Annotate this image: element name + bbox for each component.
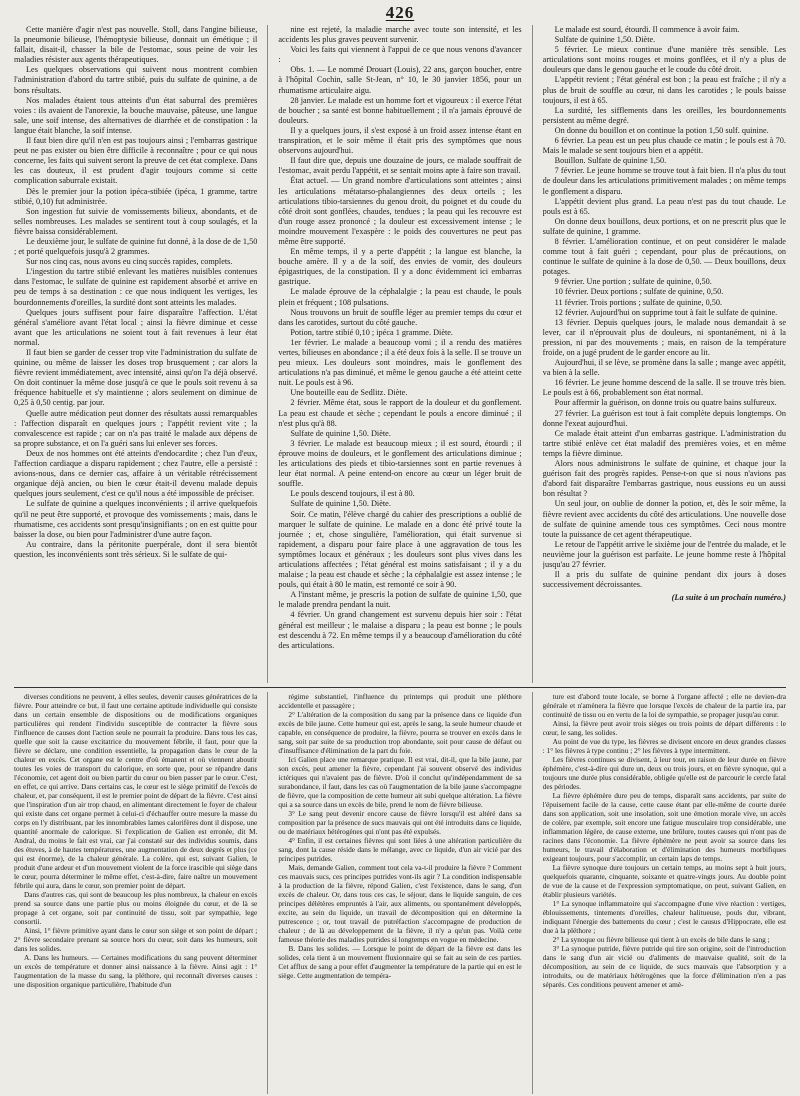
paragraph: Nos malades étaient tous atteints d'un état saburral des premières voies : ils avaient de l'anorexie, la bouche mauvaise, pâteuse, une langue sale, une soif intense, des alternatives de diarrhée et de constipation : la langue était blanche, la soif intense. — [14, 95, 258, 135]
paragraph: Le pouls descend toujours, il est à 80. — [290, 489, 415, 499]
paragraph: Au contraire, dans la péritonite puerpérale, dont il sera bientôt question, les inconvénients sont très sérieux. Si le sulfate de qui- — [14, 539, 258, 559]
paragraph: Pour affermir la guérison, on donne trois ou quatre bains sulfureux. — [554, 398, 777, 408]
paragraph: Ainsi, la fièvre peut avoir trois sièges ou trois points de départ différents : le cœur, le sang, les solides. — [542, 719, 786, 737]
paragraph: Le retour de l'appétit arrive le sixième jour de l'entrée du malade, et le neuvième jour la guérison est parfaite. Le jeune homme reste à l'hôpital jusqu'au 27 février. — [542, 539, 786, 569]
paragraph: La surdité, les sifflements dans les oreilles, les bourdonnements persistent au même degré. — [542, 105, 786, 125]
column-divider — [532, 25, 533, 683]
paragraph: 10 février. Deux portions ; sulfate de quinine, 0,50. — [554, 287, 724, 297]
paragraph: En même temps, il y a perte d'appétit ; la langue est blanche, la bouche amère. Il y a de la soif, des envies de vomir, des douleurs épigastriques, de la constipation. Il y a donc évidemment ici embarras gastrique. — [278, 247, 522, 287]
paragraph: Le sulfate de quinine a quelques inconvénients ; il arrive quelquefois qu'il ne peut être supporté, et provoque des vomissements ; mais, dans le rhumatisme, ces accidents sont presqu'insignifiants ; on en est quitte pour baisser la dose, ou bien pour l'administrer d'une autre façon. — [14, 499, 258, 539]
paragraph: 16 février. Le jeune homme descend de la salle. Il se trouve très bien. Le pouls est à 66, probablement son état normal. — [542, 378, 786, 398]
paragraph: Quelle autre médication peut donner des résultats aussi remarquables : l'affection disparaît en quelques jours ; l'appétit revient vite ; la convalescence est rapide ; car on n'a pas traité le malade aux dépens de sa propre substance, et on l'a guéri sans lui enlever ses forces. — [14, 408, 258, 448]
paragraph: On donne deux bouillons, deux portions, et on ne prescrit plus que le sulfate de quinine, 1 gramme. — [542, 216, 786, 236]
lower-column-1 — [14, 692, 257, 1094]
paragraph: 11 février. Trois portions ; sulfate de quinine, 0,50. — [554, 297, 723, 307]
paragraph: 6 février. La peau est un peu plus chaude ce matin ; le pouls est à 70. Mais le malade se sent toujours bien et a appétit. — [542, 136, 786, 156]
paragraph: Il y a quelques jours, il s'est exposé à un froid assez intense étant en transpiration, et le soir même il était pris des symptômes que nous observons aujourd'hui. — [278, 125, 522, 156]
paragraph: 4 février. Un grand changement est survenu depuis hier soir : l'état général est meilleur ; le malaise a disparu ; la peau est bonne ; le pouls est descendu à 72. En même temps il y a beaucoup d'amélioration du côté des articulations. — [278, 610, 522, 650]
page-number: 426 — [385, 3, 415, 22]
upper-column-1 — [14, 25, 257, 683]
paragraph: Dès le premier jour la potion ipéca-stibiée (ipéca, 1 gramme, tartre stibié, 0,10) fut administrée. — [14, 186, 258, 206]
paragraph: 5 février. Le mieux continue d'une manière très sensible. Les articulations sont moins rouges et moins gonflées, et il n'y a plus de douleurs que dans le genou gauche et le coude du côté droit. — [542, 45, 786, 75]
column-divider — [267, 25, 268, 683]
paragraph: Soir. Ce matin, l'élève chargé du cahier des prescriptions a oublié de marquer le sulfate de quinine. Le malade en a donc été privé toute la journée ; et, chose singulière, l'amélioration, qui était survenue si rapidement, a disparu pour faire place à une aggravation de tous les symptômes locaux et généraux ; les douleurs sont plus vives dans les articulations affectées ; l'état général est moins satisfaisant ; il y a du malaise ; la peau est chaude et sèche ; la céphalalgie est assez intense ; le pouls, qui était à 80 le matin, est remonté ce soir à 90. — [278, 509, 522, 590]
paragraph: Quelques jours suffisent pour faire disparaître l'affection. L'état général s'améliore avant l'état local ; ainsi la fièvre diminue et cesse avant que les articulations ne soient tout à fait revenues à leur état normal. — [14, 307, 258, 347]
paragraph: Cette manière d'agir n'est pas nouvelle. Stoll, dans l'angine bilieuse, la pneumonie bilieuse, l'hémoptysie bilieuse, donnait un émétique ; il fallait, disait-il, chasser la bile de l'estomac, sous peine de voir les maladies résister aux agents thérapeutiques. — [14, 25, 258, 65]
paragraph: Sur nos cinq cas, nous avons eu cinq succès rapides, complets. — [26, 257, 233, 267]
paragraph: On donne du bouillon et on continue la potion 1,50 sulf. quinine. — [554, 125, 769, 135]
paragraph: L'appétit revient ; l'état général est bon ; la peau est fraîche ; il n'y a plus de bruit de souffle au cœur, ni dans les carotides ; le pouls baisse toujours, il est à 65. — [542, 75, 786, 105]
paragraph: Voici les faits qui viennent à l'appui de ce que nous venons d'avancer : — [278, 45, 522, 65]
paragraph: Nous trouvons un bruit de souffle léger au premier temps du cœur et dans les carotides, surtout du côté gauche. — [278, 307, 522, 327]
lower-section — [14, 692, 786, 1094]
paragraph: État actuel. — Un grand nombre d'articulations sont atteintes ; ainsi les articulations métatarso-phalangiennes des deux orteils ; les articulations tibio-tarsiennes du genou droit, du poignet et du coude du côté droit sont gonflées, chaudes, tendues ; la peau qui les recouvre est d'un rouge assez prononcé ; la douleur est excessivement intense ; le moindre mouvement l'exaspère : le poids des couvertures ne peut pas même être supporté. — [278, 176, 522, 246]
paragraph: 12 février. Aujourd'hui on supprime tout à fait le sulfate de quinine. — [554, 307, 778, 317]
paragraph: 2 février. Même état, sous le rapport de la douleur et du gonflement. La peau est chaude et sèche ; cependant le pouls a encore diminué ; il n'est plus qu'à 88. — [278, 398, 522, 428]
paragraph: Mais, demande Galien, comment tout cela va-t-il produire la fièvre ? Comment ces mauvais sucs, ces principes putrides vont-ils agir ? La condition indispensable à la production de la fièvre, répond Galien, c'est l'existence, dans le sang, d'un excès de chaleur. Or, dans tous ces cas, le séjour, dans le liquide sanguin, de ces principes délétères empruntés à l'air, aux aliments, ou spontanément développés, excite, au sein du liquide, un travail de décomposition qui en détermine la putrescence ; or, tout travail de putréfaction s'accompagne de production de chaleur ; de là au développement de la fièvre, il n'y a qu'un pas. Voilà cette fameuse théorie des maladies putrides si longtemps en vogue en médecine. — [278, 863, 522, 944]
paragraph: Dans d'autres cas, qui sont de beaucoup les plus nombreux, la chaleur en excès prend sa source dans une partie plus ou moins éloignée du cœur, et de là se propage à cet organe, soit par continuité de tissu, soit par sympathie, lege consortii. — [14, 890, 258, 926]
paragraph: B. Dans les solides. — Lorsque le point de départ de la fièvre est dans les solides, cela tient à un mouvement fluxionnaire qui se fait au sein de ces parties. Cet afflux de sang a pour effet d'augmenter la température de la partie qui en est le siège. Cette augmentation de tempéra- — [278, 944, 522, 980]
paragraph: 2° L'altération de la composition du sang par la présence dans ce liquide d'un excès de bile jaune. Cette humeur qui est, après le sang, la seule humeur chaude et capable, en conséquence de produire, la fièvre, pourra se trouver en excès dans le sang, soit par suite de sa production trop abondante, soit pour cause de défaut ou d'insuffisance d'élimination de la part du foie. — [278, 710, 522, 755]
paragraph: L'appétit devient plus grand. La peau n'est pas du tout chaude. Le pouls est à 65. — [542, 196, 786, 216]
paragraph: 13 février. Depuis quelques jours, le malade nous demandait à se lever, car il n'éprouvait plus de douleurs, ni spontanément, ni à la pression, ni par des mouvements ; mais, en raison de la température froide, on a jugé prudent de le garder encore au lit. — [542, 317, 786, 357]
paragraph: 3° La synoque putride, fièvre putride qui tire son origine, soit de l'introduction dans le sang d'un air vicié ou d'aliments de mauvaise qualité, soit de la décomposition, au sein de ce liquide, de sucs mauvais que l'absorption y a introduits, ou de matériaux hétérogènes que la force d'élimination n'en a pas séparés. Ces conditions peuvent amener et amè- — [542, 944, 786, 989]
column-divider — [532, 692, 533, 1094]
paragraph: Sulfate de quinine 1,50. Diète. — [290, 499, 391, 509]
paragraph: 2° La synoque ou fièvre bilieuse qui tient à un excès de bile dans le sang ; — [552, 935, 770, 944]
paragraph: Sulfate de quinine 1,50. Diète. — [290, 428, 391, 438]
continued-note: (La suite à un prochain numéro.) — [671, 593, 786, 603]
paragraph: Sulfate de quinine 1,50. Diète. — [554, 35, 656, 45]
paragraph: Les quelques observations qui suivent nous montrent combien l'administration d'abord du tartre stibié, puis du sulfate de quinine, a de bons résultats. — [14, 65, 258, 95]
paragraph: A l'instant même, je prescris la potion de sulfate de quinine 1,50, que le malade prendra pendant la nuit. — [278, 590, 522, 610]
upper-section — [14, 25, 786, 683]
paragraph: nine est rejeté, la maladie marche avec toute son intensité, et les accidents les plus graves peuvent survenir. — [278, 25, 522, 45]
paragraph: 3° Le sang peut devenir encore cause de fièvre lorsqu'il est altéré dans sa composition par la présence de sucs mauvais qui ont été introduits dans ce liquide, ou de matériaux hétérogènes qui n'ont pas été expulsés. — [278, 809, 522, 836]
paragraph: La fièvre éphémère dure peu de temps, disparaît sans accidents, par suite de l'épuisement facile de la cause, cette cause étant par elle-même de courte durée dans son application, soit une insolation, soit une émotion morale vive, un accès de colère, par exemple, soit encore une fatigue musculaire trop considérable, une inflammation légère, de cause externe, une brûlure, toutes causes qui n'ont pas de racines dans l'économie. La fièvre éphémère ne peut avoir sa source dans les humeurs, le travail d'élaboration et d'élimination des humeurs morbifiques exigeant toujours, pour s'accomplir, un certain laps de temps. — [542, 791, 786, 863]
paragraph: Ici Galien place une remarque pratique. Il est vrai, dit-il, que la bile jaune, par son excès, peut amener la fièvre, cependant j'ai souvent observé des individus ictériques qui n'avaient pas de fièvre. D'où il conclut qu'indépendamment de sa surabondance, il faut, dans les cas où l'augmentation de la bile jaune s'accompagne de fièvre, que la composition de cette humeur ait subi quelque altération. La fièvre qui a sa source dans un excès de bile, prend le nom de fièvre bilieuse. — [278, 755, 522, 809]
lower-column-2 — [278, 692, 521, 1094]
paragraph: Il faut bien dire qu'il n'en est pas toujours ainsi ; l'embarras gastrique peut ne pas exister ou bien être difficile à reconnaître ; pour ce qui nous concerne, les faits qui suivent seront la preuve de cet état complexe. Dans les cas douteux, il est prudent d'agir toujours comme si cette complication saburrale existait. — [14, 136, 258, 186]
paragraph: L'ingestion du tartre stibié enlevant les matières nuisibles contenues dans l'estomac, le sulfate de quinine est rapidement absorbé et arrive en peu de temps à sa destination : ce que nous indiquent les vertiges, les bourdonnements d'oreilles, la surdité dont sont atteints les malades. — [14, 267, 258, 307]
paragraph: Ce malade était atteint d'un embarras gastrique. L'administration du tartre stibié enlève cet état maladif des premières voies, et en même temps la fièvre diminue. — [542, 428, 786, 458]
paragraph: Aujourd'hui, il se lève, se promène dans la salle ; mange avec appétit, va bien à la selle. — [542, 358, 786, 378]
paragraph: ture est d'abord toute locale, se borne à l'organe affecté ; elle ne devien-dra générale et n'amènera la fièvre que lorsque l'excès de chaleur de la partie ira, par continuité de tissu ou en vertu de la loi de sympathie, se propager jusqu'au cœur. — [542, 692, 786, 719]
paragraph: Le malade est sourd, étourdi. Il commence à avoir faim. — [554, 25, 740, 34]
section-divider-rule — [14, 687, 786, 688]
paragraph: 8 février. L'amélioration continue, et on peut considérer le malade comme tout à fait guéri ; cependant, pour plus de précautions, on continue le sulfate de quinine à la dose de 0,50. — Deux bouillons, deux potages. — [542, 236, 786, 277]
paragraph: 3 février. Le malade est beaucoup mieux ; il est sourd, étourdi ; il éprouve moins de douleurs, et le gonflement des articulations diminue ; les articulations des pieds et tibio-tarsiennes sont en partie revenues à leur état normal. A peine entend-on encore au cœur un léger bruit de souffle. — [278, 438, 522, 489]
paragraph: La fièvre synoque dure toujours un certain temps, au moins sept à huit jours, quelquefois quarante, cinquante, soixante et quatre-vingts jours. Au double point de vue de la cause et de l'expression symptomatique, on peut, suivant Galien, en établir plusieurs variétés. — [542, 863, 786, 899]
paragraph: 1° La synoque inflammatoire qui s'accompagne d'une vive réaction : vertiges, éblouissements, tintements d'oreilles, chaleur halitueuse, pouls dur, vibrant, indiquant l'énergie des battements du cœur ; c'est le causus d'Hippocrate, elle est due à la pléthore ; — [542, 899, 786, 935]
paragraph: Il a pris du sulfate de quinine pendant dix jours à doses successivement décroissantes. — [542, 570, 786, 590]
upper-column-2 — [278, 25, 521, 683]
paragraph: régime substantiel, l'influence du printemps qui produit une pléthore accidentelle et passagère ; — [278, 692, 522, 710]
paragraph: Potion, tartre stibié 0,10 ; ipéca 1 gramme. Diète. — [290, 327, 453, 337]
paragraph: Le malade éprouve de la céphalalgie ; la peau est chaude, le pouls plein et fréquent ; 108 pulsations. — [278, 287, 522, 307]
paragraph: Obs. 1. — Le nommé Drouart (Louis), 22 ans, garçon boucher, entre à l'hôpital Cochin, salle St-Jean, n° 10, le 30 janvier 1856, pour un rhumatisme articulaire aigu. — [278, 65, 522, 95]
paragraph: Une bouteille eau de Sedlitz. Diète. — [290, 388, 408, 398]
paragraph: 28 janvier. Le malade est un homme fort et vigoureux : il exerce l'état de boucher ; sa santé est bonne habituellement ; il n'a jamais éprouvé de douleurs. — [278, 95, 522, 125]
paragraph: A. Dans les humeurs. — Certaines modifications du sang peuvent déterminer un excès de température et donner ainsi naissance à la fièvre. Ainsi agit : 1° l'augmentation de la masse du sang, la pléthore, qui reconnaît diverses causes : une disposition organique particulière, l'habitude d'un — [14, 953, 258, 989]
paragraph: 1er février. Le malade a beaucoup vomi ; il a rendu des matières vertes, bilieuses en abondance ; il a été deux fois à la selle. Il se trouve un peu mieux. Les douleurs sont moindres, mais le gonflement des articulations n'a pas diminué, et même le genou gauche a été atteint cette nuit. Le pouls est à 96. — [278, 337, 522, 388]
paragraph: 9 février. Une portion ; sulfate de quinine, 0,50. — [554, 277, 712, 287]
paragraph: Son ingestion fut suivie de vomissements bilieux, abondants, et de selles nombreuses. Les malades se sentirent tout à coup soulagés, et la fièvre baissa considérablement. — [14, 206, 258, 236]
paragraph: Il faut dire que, depuis une douzaine de jours, ce malade souffrait de l'estomac, avait perdu l'appétit, et se sentait moins apte à faire son travail. — [278, 156, 522, 176]
paragraph: Ainsi, 1° fièvre primitive ayant dans le cœur son siège et son point de départ ; 2° fièvre secondaire prenant sa source hors du cœur, soit dans les humeurs, soit dans les solides. — [14, 926, 258, 953]
upper-column-3 — [543, 25, 786, 683]
paragraph: Alors nous administrons le sulfate de quinine, et chaque jour la guérison fait des progrès rapides. Pense-t-on que si nous n'avions pas d'abord fait disparaître l'embarras gastrique, nous eussions eu un aussi bon résultat ? — [542, 459, 786, 499]
paragraph: 4° Enfin, il est certaines fièvres qui sont liées à une altération particulière du sang, dont la cause réside dans le mélange, avec ce liquide, d'un air vicié par des principes putrides. — [278, 836, 522, 863]
paragraph: Au point de vue du type, les fièvres se divisent encore en deux grandes classes : 1° les fièvres à type continu ; 2° les fièvres à type intermittent. — [542, 737, 786, 755]
paragraph: diverses conditions ne peuvent, à elles seules, devenir causes génératrices de la fièvre. Pour atteindre ce but, il faut une certaine aptitude individuelle qui consiste dans un certain ensemble de dispositions ou de modifications organiques particulières qui rendent l'individu susceptible de contracter la fièvre sous l'influence de causes dont l'action seule ne pourrait la produire. Dans tous les cas, quelle que soit la cause excitatrice du mouvement fébrile, il faut, pour que la fièvre se déclare, une condition essentielle, la propagation dans le cœur de la chaleur en excès. Cet organe est le centre d'où émanent et où viennent aboutir toutes les voies de transport du calorique, en sorte que, pour se répandre dans l'économie, cet agent doit ou bien partir du cœur ou bien passer par le cœur. C'est, en effet, ce qui arrive. Dans certains cas, le cœur est le siège primitif de l'excès de chaleur, et, par conséquent, il est le premier point de départ de la fièvre. C'est ainsi que l'inspiration d'un air trop chaud, en alimentant directement le foyer de chaleur qui existe dans cet organe permet à celui-ci d'échauffer outre mesure la masse du corps en l'y distribuant, par les innombrables lames calorifères dont il dispose, une quantité anormale de calorique. Si l'explication de Galien est erronée, dit M. Andral, du moins le fait est vrai, car j'ai constaté sur des individus soumis, dans des étuves, à de hautes températures, une augmentation de deux degrés et plus (ce qui est énorme), de la chaleur générale. La colère, qui est, suivant Galien, le produit d'une ardeur et d'un mouvement violent de la force irascible qui siège dans le cœur, pourra déterminer le même effet, c'est-à-dire, faire naître un mouvement fébrile qui aura, dans le cœur, son premier point de départ. — [14, 692, 258, 890]
lower-column-3 — [543, 692, 786, 1094]
paragraph: 7 février. Le jeune homme se trouve tout à fait bien. Il n'a plus du tout de douleur dans les articulations primitivement malades ; on même temps le gonflement a disparu. — [542, 166, 786, 196]
column-divider — [267, 692, 268, 1094]
paragraph: Le deuxième jour, le sulfate de quinine fut donné, à la dose de de 1,50 ; et porté quelquefois jusqu'à 2 grammes. — [14, 236, 258, 257]
paragraph: Deux de nos hommes ont été atteints d'endocardite ; chez l'un d'eux, l'affection cardiaque a disparu rapidement ; chez l'autre, elle a persisté : avions-nous, dans ce dernier cas, affaire à un véritable rétrécissement organique déjà ancien, ou bien le cœur était-il devenu malade depuis quelques jours seulement, c'est ce qu'il nous a été impossible de préciser. — [14, 448, 258, 499]
paragraph: Bouillon. Sulfate de quinine 1,50. — [554, 156, 667, 166]
paragraph: Un seul jour, on oublie de donner la potion, et, dès le soir même, la fièvre revient avec accidents du côté des articulations. Une nouvelle dose de sulfate de quinine amende tous ces symptômes. Ceci nous montre toute la puissance de cet agent thérapeutique. — [542, 499, 786, 539]
paragraph: Les fièvres continues se divisent, à leur tour, en raison de leur durée en fièvre éphémère, c'est-à-dire qui dure un, deux ou trois jours, et en fièvre synoque, qui a toujours une durée plus considérable, obligée qu'elle est de parcourir le cercle fatal des périodes. — [542, 755, 786, 791]
paragraph: 27 février. La guérison est tout à fait complète depuis longtemps. On donne l'exeat aujourd'hui. — [542, 408, 786, 428]
paragraph: Il faut bien se garder de cesser trop vite l'administration du sulfate de quinine, ou même de laisser les doses trop brusquement ; car alors la fièvre revient immédiatement, avec intensité, ainsi qu'on l'a déjà observé. On doit continuer la même dose jusqu'à ce que le pouls soit revenu à sa fréquence habituelle et s'y maintienne ; alors seulement on diminue de 0,25 à 0,50 centig. par jour. — [14, 348, 258, 408]
